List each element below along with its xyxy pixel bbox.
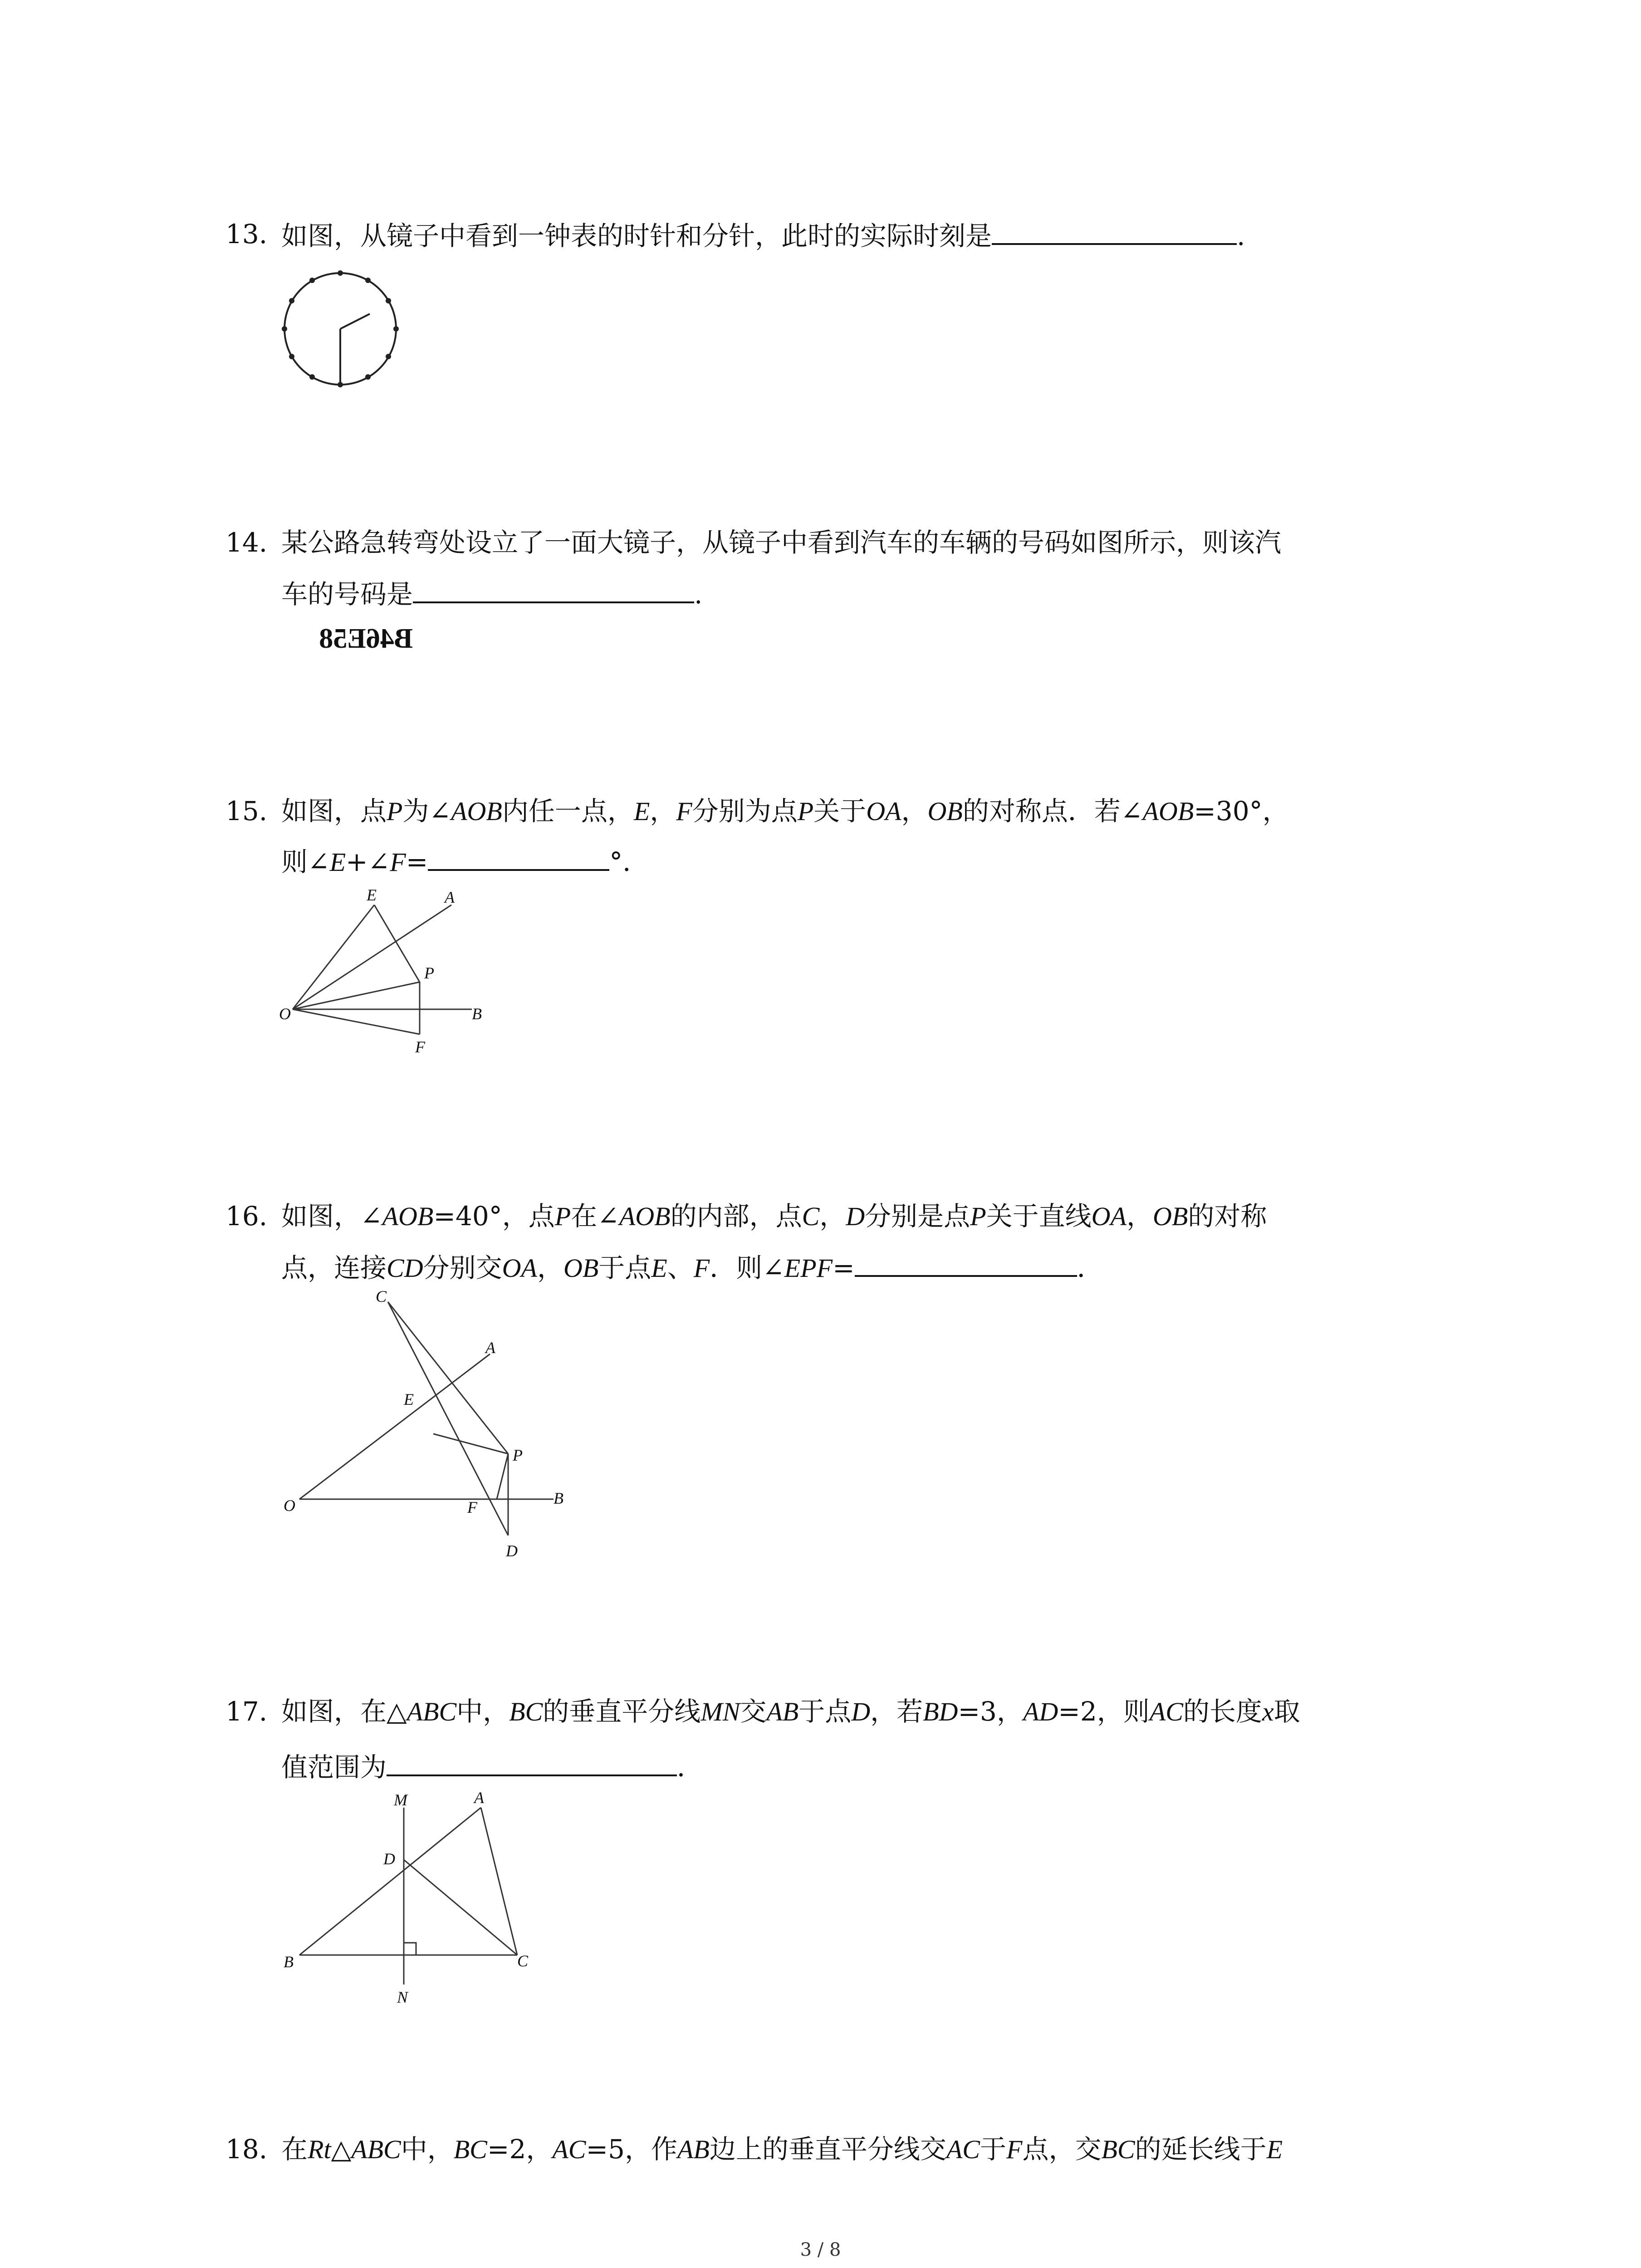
question-text: 则∠E+∠F= °．	[281, 844, 649, 879]
label-P: P	[424, 964, 434, 982]
answer-blank[interactable]	[428, 844, 609, 871]
question-text: 如图，从镜子中看到一钟表的时针和分针，此时的实际时刻是 .	[281, 218, 1245, 252]
label-O: O	[279, 1005, 291, 1023]
label-B: B	[554, 1489, 563, 1507]
label-N: N	[397, 1988, 408, 2006]
label-F: F	[415, 1038, 425, 1056]
question-text: 如图，∠AOB=40°，点P在∠AOB的内部，点C，D分别是点P关于直线OA，OB的对称	[281, 1201, 1267, 1232]
mirrored-license-plate: B46E58	[319, 623, 413, 654]
question-text: 如图，点P为∠AOB内任一点，E，F分别为点P关于OA，OB的对称点．若∠AOB=30°，	[281, 796, 1289, 826]
label-O: O	[284, 1496, 295, 1515]
question-number: 15.	[225, 796, 268, 826]
question-number: 14.	[225, 527, 268, 558]
hour-hand	[340, 314, 370, 329]
figure-q16	[272, 1286, 581, 1558]
question-number: 17.	[225, 1696, 268, 1727]
label-E: E	[404, 1390, 414, 1408]
question-text: 车的号码是 .	[281, 576, 702, 611]
label-F: F	[467, 1498, 477, 1516]
answer-blank[interactable]	[413, 576, 694, 603]
question-text: 某公路急转弯处设立了一面大镜子，从镜子中看到汽车的车辆的号码如图所示，则该汽	[281, 527, 1282, 558]
label-B: B	[284, 1953, 294, 1971]
label-C: C	[517, 1952, 529, 1970]
question-number: 18.	[225, 2134, 268, 2165]
answer-blank[interactable]	[855, 1250, 1077, 1277]
figure-q17	[272, 1785, 554, 2012]
label-D: D	[506, 1542, 518, 1560]
clock-figure	[272, 261, 408, 397]
label-P: P	[513, 1446, 523, 1464]
figure-q15	[272, 878, 508, 1059]
question-text: 在Rt△ABC中，BC=2，AC=5，作AB边上的垂直平分线交AC于F点，交BC的延长线于E	[281, 2134, 1283, 2165]
page-number: 3 / 8	[800, 2239, 841, 2260]
label-B: B	[472, 1005, 482, 1023]
answer-blank[interactable]	[387, 1749, 677, 1776]
label-A: A	[474, 1789, 484, 1807]
label-M: M	[394, 1791, 407, 1809]
question-text: 点，连接CD分别交OA，OB于点E、F．则∠EPF= ．	[281, 1250, 1103, 1285]
question-text: 值范围为 ．	[281, 1749, 703, 1784]
label-C: C	[376, 1287, 387, 1305]
question-text: 如图，在△ABC中，BC的垂直平分线MN交AB于点D，若BD=3，AD=2，则AC的长度x取	[281, 1696, 1300, 1727]
question-number: 13.	[225, 219, 268, 249]
answer-blank[interactable]	[992, 218, 1237, 245]
question-number: 16.	[225, 1201, 268, 1232]
label-D: D	[383, 1850, 395, 1868]
label-A: A	[445, 888, 455, 906]
label-E: E	[367, 886, 377, 904]
label-A: A	[485, 1339, 495, 1357]
